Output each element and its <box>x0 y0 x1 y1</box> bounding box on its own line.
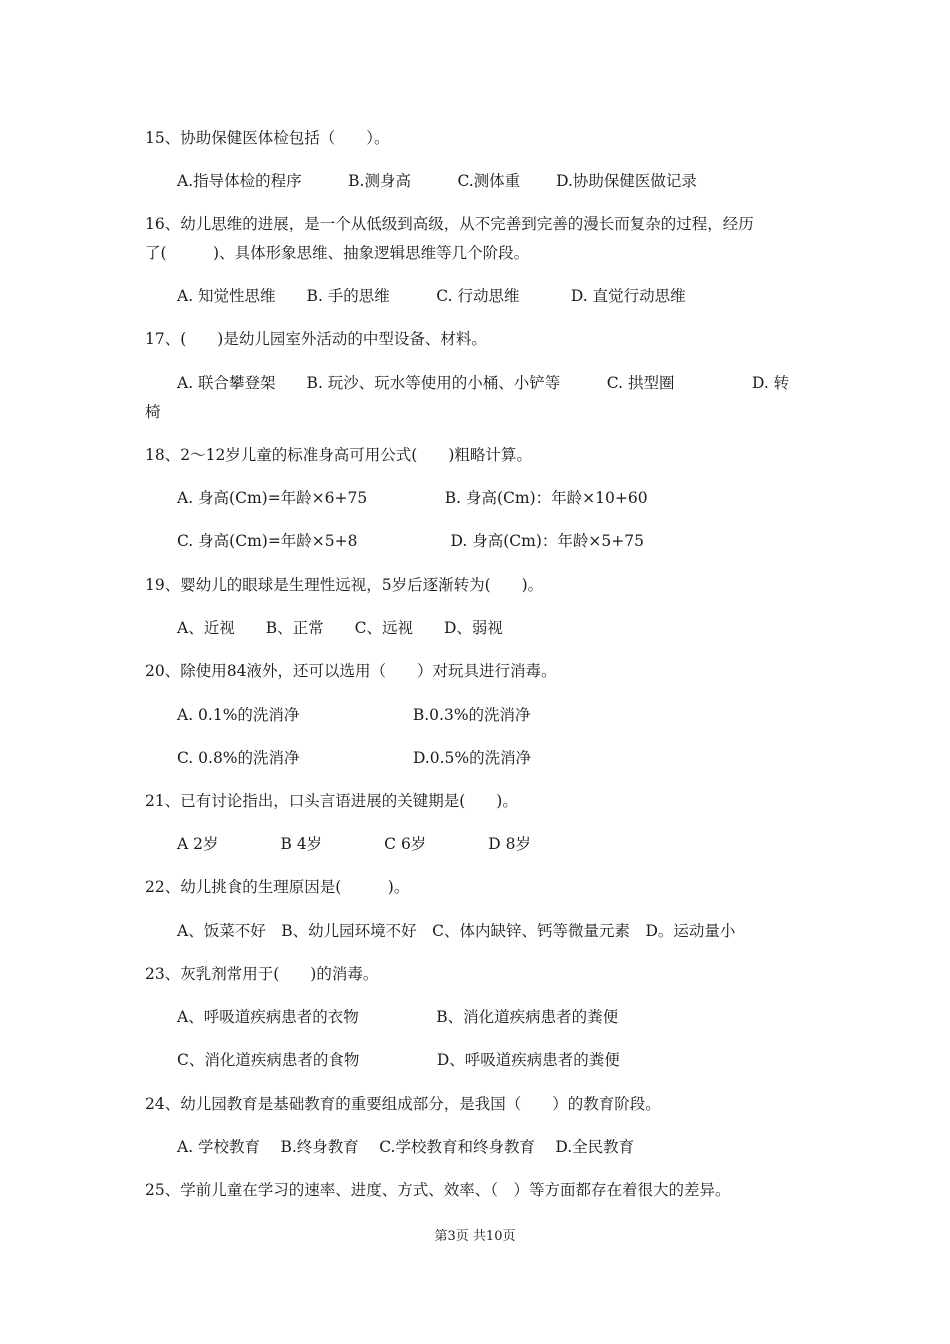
question-15-options: A.指导体检的程序 B.测身高 C.测体重 D.协助保健医做记录 <box>177 172 697 190</box>
question-22: 22、幼儿挑食的生理原因是( )。 <box>145 878 410 896</box>
page-number: 第3页 共10页 <box>434 1229 516 1244</box>
question-21-options: A 2岁 B 4岁 C 6岁 D 8岁 <box>177 835 532 853</box>
question-20-options-cd: C. 0.8%的洗消净 D.0.5%的洗消净 <box>177 749 532 767</box>
question-23: 23、灰乳剂常用于( )的消毒。 <box>145 965 379 983</box>
question-22-options: A、饭菜不好 B、幼儿园环境不好 C、体内缺锌、钙等微量元素 D。运动量小 <box>177 922 736 940</box>
question-25: 25、学前儿童在学习的速率、进度、方式、效率、（ ）等方面都存在着很大的差异。 <box>145 1181 731 1199</box>
question-15: 15、协助保健医体检包括（ ）。 <box>145 129 390 147</box>
question-17-options: A. 联合攀登架 B. 玩沙、玩水等使用的小桶、小铲等 C. 拱型圈 D. 转 <box>177 374 790 392</box>
question-16: 16、幼儿思维的进展，是一个从低级到高级，从不完善到完善的漫长而复杂的过程，经历 <box>145 215 754 233</box>
question-21: 21、已有讨论指出，口头言语进展的关键期是( )。 <box>145 792 518 810</box>
question-17-options-cont: 椅 <box>145 403 161 421</box>
question-16-cont: 了( )、具体形象思维、抽象逻辑思维等几个阶段。 <box>145 244 530 262</box>
question-23-options-ab: A、呼吸道疾病患者的衣物 B、消化道疾病患者的粪便 <box>177 1008 619 1026</box>
question-18-options-ab: A. 身高(Cm)=年龄×6+75 B. 身高(Cm)：年龄×10+60 <box>177 489 648 507</box>
question-18: 18、2～12岁儿童的标准身高可用公式( )粗略计算。 <box>145 446 532 464</box>
question-24: 24、幼儿园教育是基础教育的重要组成部分，是我国（ ）的教育阶段。 <box>145 1095 661 1113</box>
question-24-options: A. 学校教育 B.终身教育 C.学校教育和终身教育 D.全民教育 <box>177 1138 635 1156</box>
question-18-options-cd: C. 身高(Cm)=年龄×5+8 D. 身高(Cm)：年龄×5+75 <box>177 532 644 550</box>
question-17: 17、( )是幼儿园室外活动的中型设备、材料。 <box>145 330 487 348</box>
question-19: 19、婴幼儿的眼球是生理性远视，5岁后逐渐转为( )。 <box>145 576 544 594</box>
question-20-options-ab: A. 0.1%的洗消净 B.0.3%的洗消净 <box>177 706 531 724</box>
question-20: 20、除使用84液外，还可以选用（ ）对玩具进行消毒。 <box>145 662 557 680</box>
question-23-options-cd: C、消化道疾病患者的食物 D、呼吸道疾病患者的粪便 <box>177 1051 620 1069</box>
question-19-options: A、近视 B、正常 C、远视 D、弱视 <box>177 619 503 637</box>
question-16-options: A. 知觉性思维 B. 手的思维 C. 行动思维 D. 直觉行动思维 <box>177 287 686 305</box>
